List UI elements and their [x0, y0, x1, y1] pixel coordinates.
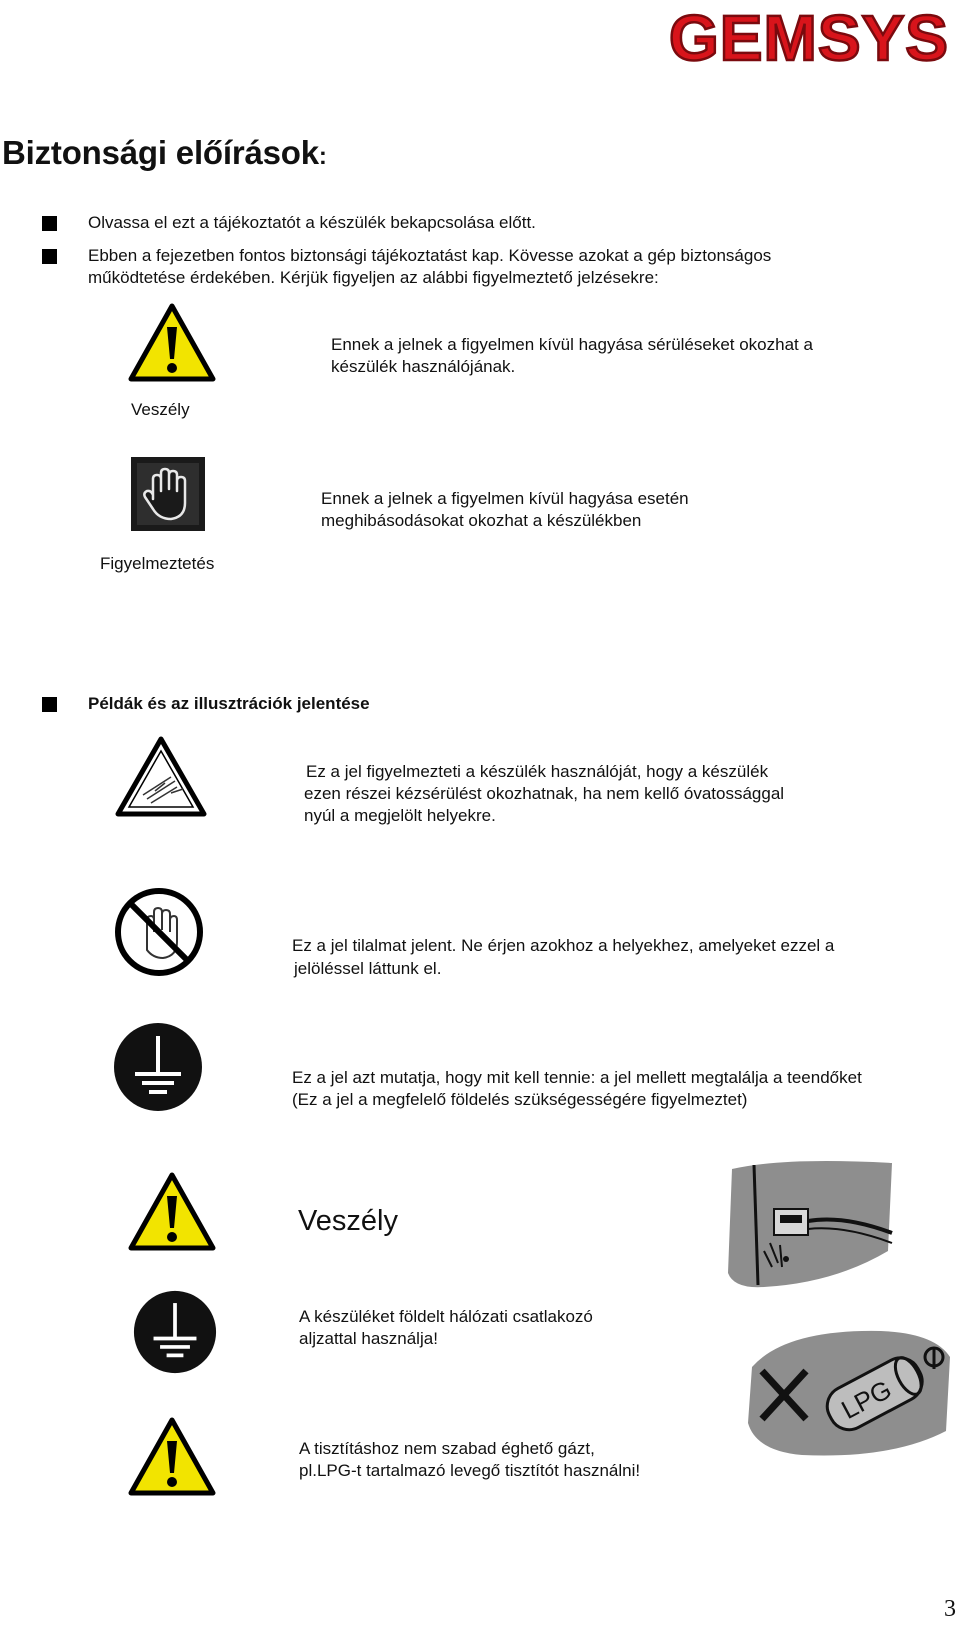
plug-socket-illustration — [724, 1155, 896, 1291]
example-1-text-1: Ez a jel figyelmezteti a készülék használóját, hogy a készülék — [306, 762, 769, 781]
examples-heading: Példák és az illusztrációk jelentése — [88, 694, 370, 713]
danger-sign-description-1: Ennek a jelnek a figyelmen kívül hagyása sérüléseket okozhat a — [331, 335, 813, 354]
hand-injury-triangle-icon — [113, 733, 209, 819]
warning-triangle-icon — [128, 1417, 216, 1497]
page-title: Biztonsági előírások: — [2, 134, 327, 171]
lpg-instruction-2: pl.LPG-t tartalmazó levegő tisztítót használni! — [299, 1461, 641, 1480]
svg-text:LPG: LPG — [836, 1373, 897, 1425]
danger-sign-description-2: készülék használójának. — [331, 357, 516, 376]
example-1-text-3: nyúl a megjelölt helyekre. — [304, 806, 496, 825]
svg-text:GEMSYS: GEMSYS — [669, 4, 949, 70]
bullet-marker — [42, 697, 57, 712]
page-number: 3 — [944, 1596, 956, 1622]
lpg-instruction-1: A tisztításhoz nem szabad éghető gázt, — [299, 1439, 595, 1458]
example-2-text-2: jelöléssel láttunk el. — [294, 959, 442, 978]
example-1-text-2: ezen részei kézsérülést okozhatnak, ha nem kellő óvatossággal — [304, 784, 785, 803]
ground-instruction-1: A készüléket földelt hálózati csatlakozó — [299, 1307, 593, 1326]
no-touch-icon — [113, 886, 205, 978]
ground-instruction-2: aljzattal használja! — [299, 1329, 438, 1348]
bullet-marker — [42, 216, 57, 231]
example-2-text-1: Ez a jel tilalmat jelent. Ne érjen azokhoz a helyekhez, amelyeket ezzel a — [292, 936, 835, 955]
danger-sign-label: Veszély — [131, 400, 190, 419]
lpg-prohibited-illustration — [742, 1327, 954, 1459]
intro-line-3: működtetése érdekében. Kérjük figyeljen az alábbi figyelmeztető jelzésekre: — [88, 268, 659, 287]
ground-icon — [113, 1022, 203, 1112]
intro-line-2: Ebben a fejezetben fontos biztonsági tájékoztatást kap. Kövesse azokat a gép biztonságos — [88, 246, 772, 265]
caution-sign-description-2: meghibásodásokat okozhat a készülékben — [321, 511, 642, 530]
intro-line-1: Olvassa el ezt a tájékoztatót a készülék bekapcsolása előtt. — [88, 213, 536, 232]
warning-triangle-icon — [128, 303, 216, 383]
gemsys-logo — [666, 4, 952, 70]
caution-sign-description-1: Ennek a jelnek a figyelmen kívül hagyása esetén — [321, 489, 689, 508]
bullet-marker — [42, 249, 57, 264]
caution-sign-label: Figyelmeztetés — [100, 554, 215, 573]
danger-section-title: Veszély — [298, 1205, 398, 1237]
warning-triangle-icon — [128, 1172, 216, 1252]
example-3-text-2: (Ez a jel a megfelelő földelés szükségességére figyelmeztet) — [292, 1090, 748, 1109]
example-3-text-1: Ez a jel azt mutatja, hogy mit kell tennie: a jel mellett megtalálja a teendőket — [292, 1068, 862, 1087]
ground-icon — [133, 1290, 217, 1374]
hand-stop-icon — [131, 457, 205, 531]
